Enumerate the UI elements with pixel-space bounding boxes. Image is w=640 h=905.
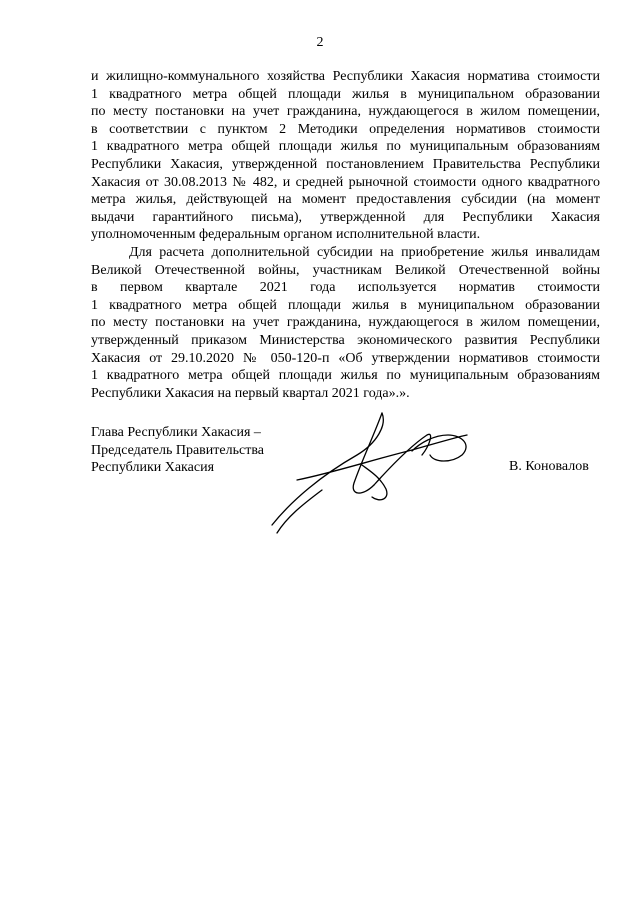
text-line: по месту постановки на учет гражданина, нуждающегося в жилом помещении, xyxy=(91,315,600,331)
text-line: в первом квартале 2021 года используется норматив стоимости xyxy=(91,280,600,296)
text-line: уполномоченным федеральным органом исполнительной власти. xyxy=(91,227,481,243)
text-line: и жилищно-коммунального хозяйства Республики Хакасия норматива стоимости xyxy=(91,69,600,84)
text-line: Хакасия от 30.08.2013 № 482, и средней рыночной стоимости одного квадратного xyxy=(91,174,600,190)
text-line: Для расчета дополнительной субсидии на приобретение жилья инвалидам xyxy=(129,244,600,260)
document-body xyxy=(91,68,600,402)
signatory-title-line: Глава Республики Хакасия – xyxy=(91,425,261,440)
text-line: 1 квадратного метра общей площади жилья по муниципальным образованиям xyxy=(91,368,600,384)
text-line: утвержденный приказом Министерства экономического развития Республики xyxy=(91,332,600,348)
paragraph-subsidy-calculation xyxy=(91,244,600,402)
signer-name: В. Коновалов xyxy=(509,459,589,474)
handwritten-signature xyxy=(262,405,492,535)
signatory-title-line: Председатель Правительства xyxy=(91,442,264,458)
page-number: 2 xyxy=(316,35,324,50)
text-line: Великой Отечественной войны, участникам Великой Отечественной войны xyxy=(91,262,600,278)
signatory-title xyxy=(91,424,264,477)
text-line: 1 квадратного метра общей площади жилья в муниципальном образовании xyxy=(91,297,600,313)
text-line: Хакасия от 29.10.2020 № 050-120-п «Об утверждении нормативов стоимости xyxy=(91,350,600,366)
text-line: Республики Хакасия, утвержденной постановлением Правительства Республики xyxy=(91,156,600,172)
text-line: выдачи гарантийного письма), утвержденной для Республики Хакасия xyxy=(91,209,600,225)
paragraph-continuation xyxy=(91,68,600,244)
text-line: в соответствии с пунктом 2 Методики определения нормативов стоимости xyxy=(91,121,600,137)
signatory-title-line: Республики Хакасия xyxy=(91,460,215,476)
text-line: 1 квадратного метра общей площади жилья в муниципальном образовании xyxy=(91,86,600,102)
text-line: Республики Хакасия на первый квартал 2021 года».». xyxy=(91,385,410,401)
text-line: по месту постановки на учет гражданина, нуждающегося в жилом помещении, xyxy=(91,104,600,120)
text-line: метра жилья, действующей на момент предоставления субсидии (на момент xyxy=(91,192,600,208)
text-line: 1 квадратного метра общей площади жилья по муниципальным образованиям xyxy=(91,139,600,155)
